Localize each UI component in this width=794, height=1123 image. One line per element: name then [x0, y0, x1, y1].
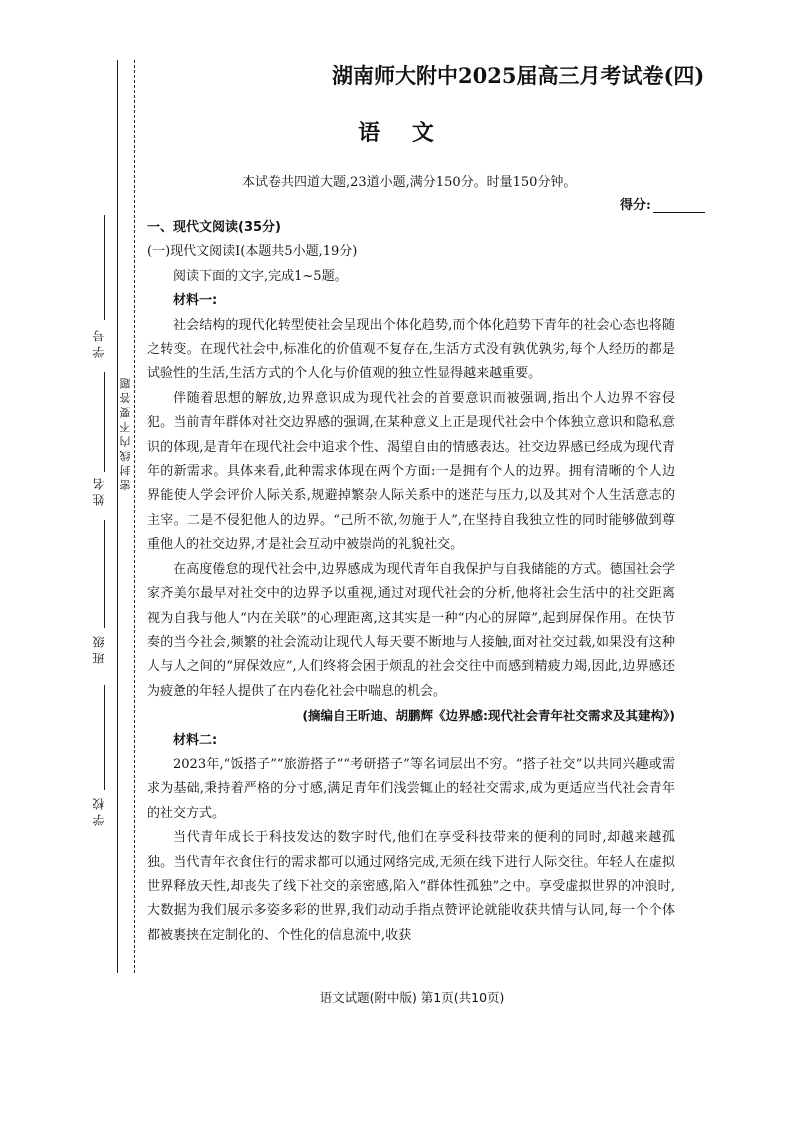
school-blank [104, 685, 105, 790]
sub-heading: (一)现代文阅读Ⅰ(本题共5小题,19分) [147, 244, 358, 260]
section-heading: 一、现代文阅读(35分) [147, 220, 281, 235]
exam-title: 湖南师大附中2025届高三月考试卷(四) [332, 63, 705, 88]
score-label: 得分: [620, 198, 651, 213]
instruction: 阅读下面的文字,完成1~5题。 [173, 268, 348, 284]
material1-paragraph-2: 伴随着思想的解放,边界意识成为现代社会的首要意识而被强调,指出个人边界不容侵犯。当前青年群体对社交边界感的强调,在某种意义上正是现代社会中个体独立意识和隐私意识的体现,是青年在现代社会中追求个性、渴望自由的情感表达。社交边界感已经成为现代青年的新需求。具体来看,此种需求体现在两个方面:一是拥有个人的边界。拥有清晰的个人边界能使人学会评价人际关系,规避掉繁杂人际关系中的迷茫与压力,以及其对个人生活意志的主宰。二是不侵犯他人的边界。“己所不欲,勿施于人”,在坚持自我独立性的同时能够做到尊重他人的社交边界,才是社会互动中被崇尚的礼貌社交。 [147, 390, 675, 553]
class-blank [104, 520, 105, 628]
binding-line-inner [134, 60, 135, 973]
page-footer: 语文试题(附中版) 第1页(共10页) [319, 990, 505, 1005]
material2-paragraph-2: 当代青年成长于科技发达的数字时代,他们在享受科技带来的便利的同时,却越来越孤独。当代青年衣食住行的需求都可以通过网络完成,无须在线下进行人际交往。年轻人在虚拟世界释放天性,却丧失了线下社交的亲密感,陷入“群体性孤独”之中。享受虚拟世界的冲浪时,大数据为我们展示多姿多彩的世界,我们动动手指点赞评论就能收获共情与认同,每一个个体都被裹挟在定制化的、个性化的信息流中,收获 [147, 830, 675, 943]
class-label: 班 级 [92, 636, 106, 664]
main-content [147, 216, 675, 948]
material2-label: 材料二: [173, 732, 218, 748]
material1-paragraph-1: 社会结构的现代化转型使社会呈现出个体化趋势,而个体化趋势下青年的社会心态也将随之转变。在现代社会中,标准化的价值观不复存在,生活方式没有孰优孰劣,每个人经历的都是试验性的生活,生活方式的个人化与价值观的独立性显得越来越重要。 [147, 317, 675, 382]
student-id-label: 学 号 [92, 330, 106, 358]
material1-paragraph-3: 在高度倦怠的现代社会中,边界感成为现代青年自我保护与自我储能的方式。德国社会学家齐美尔最早对社交中的边界予以重视,通过对现代社会的分析,他将社会生活中的社交距离视为自我与他人“内在关联”的心理距离,这其实是一种“内心的屏障”,起到屏保作用。在快节奏的当今社会,频繁的社会流动让现代人每天要不断地与人接触,面对社交过载,如果没有这种人与人之间的“屏保效应”,人们终将会困于烦乱的社会交往中而感到精疲力竭,因此,边界感还为疲惫的年轻人提供了在内卷化社会中喘息的机会。 [147, 561, 675, 699]
student-id-blank [104, 215, 105, 320]
material1-source: (摘编自王昕迪、胡鹏辉《边界感:现代社会青年社交需求及其建构》) [302, 708, 675, 724]
binding-line-outer [117, 60, 118, 973]
score-field [620, 194, 705, 213]
material1-label: 材料一: [173, 293, 218, 309]
school-label: 学 校 [92, 798, 106, 826]
material2-paragraph-1: 2023年,“饭搭子”“旅游搭子”“考研搭子”等名词层出不穷。“搭子社交”以共同兴趣或需求为基础,秉持着严格的分寸感,满足青年们浅尝辄止的轻社交需求,成为更适应当代社会青年的社交方式。 [147, 756, 675, 821]
subject-title: 语 文 [358, 120, 446, 146]
score-blank [653, 200, 705, 213]
name-label: 姓 名 [92, 478, 106, 506]
name-blank [104, 372, 105, 472]
exam-info: 本试卷共四道大题,23道小题,满分150分。时量150分钟。 [242, 175, 577, 190]
seal-line-notice: 密 封 线 内 不 要 答 题 [119, 378, 132, 491]
